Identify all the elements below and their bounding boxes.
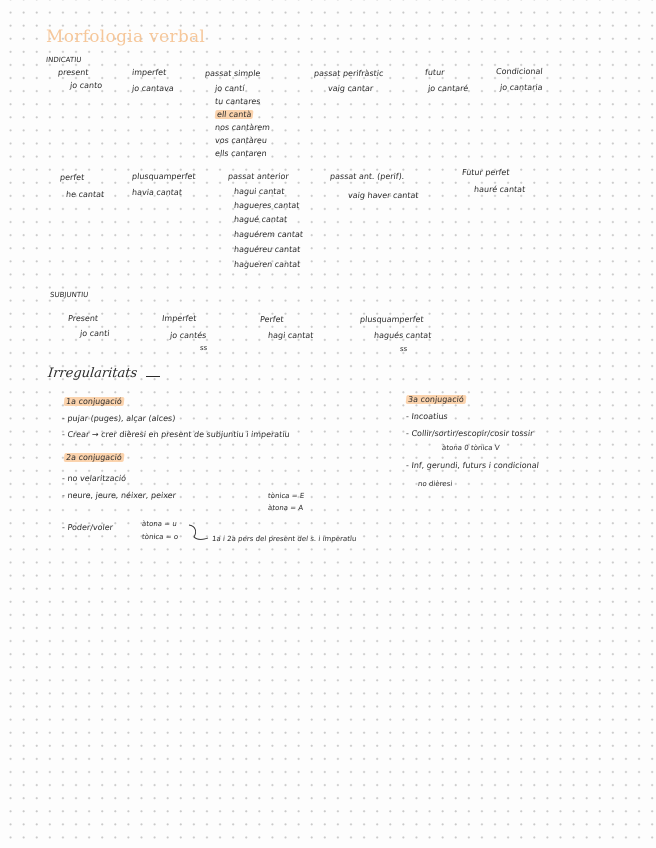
ind-condicional-label: Condicional bbox=[495, 67, 544, 76]
ind-perfet-label: perfet bbox=[59, 173, 85, 182]
heading-underline bbox=[146, 376, 160, 377]
c2-line: - no velarització bbox=[61, 474, 127, 483]
sub-perfet-value: hagi cantat bbox=[267, 331, 314, 340]
c3-line: - Incoatius bbox=[405, 412, 449, 421]
c2-poder-tonica: tònica = o bbox=[141, 533, 179, 541]
c2-poder-note: 1a i 2a pers del present del s. i imperatiu bbox=[211, 535, 357, 543]
ind-present-label: present bbox=[57, 68, 89, 77]
ind-present-value: jo canto bbox=[69, 81, 103, 90]
ind-pa-form: hagueres cantat bbox=[233, 201, 300, 210]
sub-present-value: jo canti bbox=[79, 329, 110, 338]
subjuntiu-heading: SUBJUNTIU bbox=[49, 291, 89, 299]
ind-perifrastic-value: vaig cantar bbox=[327, 84, 374, 93]
c3-line: - Collir/sortir/escopir/cosir tossir bbox=[405, 429, 534, 438]
ind-pa-form: hagué cantat bbox=[233, 215, 288, 224]
c3-line: àtona 0 tònica V bbox=[441, 444, 500, 452]
c2-line: - Poder/voler bbox=[61, 523, 114, 532]
ind-passat-simple-label: passat simple bbox=[204, 69, 261, 78]
c3-line: - Inf, gerundi, futurs i condicional bbox=[405, 461, 540, 470]
ind-ps-form: nos cantàrem bbox=[214, 123, 271, 132]
c1-line: - Crear → crer dièresi en present de subjuntiu i imperatiu bbox=[61, 430, 291, 439]
ind-pa-form: haguérem cantat bbox=[233, 230, 304, 239]
highlight: 2a conjugació bbox=[65, 453, 123, 462]
c2-title bbox=[63, 453, 124, 463]
ind-pa-form: hagueren cantat bbox=[233, 260, 301, 269]
c2-line: - neure, jeure, néixer, peixer bbox=[61, 491, 177, 500]
c2-poder-atona: àtona = u bbox=[141, 520, 178, 528]
sub-present-label: Present bbox=[67, 314, 99, 323]
c2-tonica: tònica = E bbox=[267, 492, 305, 500]
sub-perfet-label: Perfet bbox=[259, 315, 285, 324]
c2-atona: àtona = A bbox=[267, 504, 304, 512]
c3-line: no dièresi bbox=[417, 480, 453, 488]
highlight: 3a conjugació bbox=[407, 395, 465, 404]
ind-imperfet-label: imperfet bbox=[131, 68, 167, 77]
ind-pa-form: haguéreu cantat bbox=[233, 245, 301, 254]
sub-imperfet-value: jo cantés bbox=[169, 331, 207, 340]
ind-futur-value: jo cantaré bbox=[427, 84, 469, 93]
ind-plusq-label: plusquamperfet bbox=[131, 172, 197, 181]
sub-plusq-value: hagués cantat bbox=[373, 331, 432, 340]
page-title: Morfologia verbal bbox=[46, 27, 206, 47]
ind-pas-ant-perif-label: passat ant. (perif). bbox=[329, 172, 405, 181]
ind-plusq-value: havia cantat bbox=[131, 188, 183, 197]
sub-plusq-note: ss bbox=[399, 345, 408, 353]
ind-ps-form: jo cantí bbox=[214, 84, 245, 93]
ind-futur-label: futur bbox=[424, 68, 445, 77]
ind-ps-form: ells cantaren bbox=[214, 149, 268, 158]
ind-futur-perfet-label: Futur perfet bbox=[461, 168, 510, 177]
ind-ps-form bbox=[214, 110, 253, 120]
highlight: 1a conjugació bbox=[65, 397, 123, 406]
ind-ps-form: vos cantàreu bbox=[214, 136, 268, 145]
ind-passat-anterior-label: passat anterior bbox=[227, 172, 290, 181]
arrow-curve-icon bbox=[186, 522, 212, 544]
indicatiu-heading: INDICATIU bbox=[45, 56, 82, 64]
ind-futur-perfet-value: hauré cantat bbox=[473, 185, 526, 194]
c1-line: - pujar (puges), alçar (alces) bbox=[61, 414, 176, 423]
sub-imperfet-note: ss bbox=[199, 344, 208, 352]
c3-title bbox=[405, 395, 466, 405]
ind-perifrastic-label: passat perifràstic bbox=[313, 69, 384, 78]
sub-imperfet-label: Imperfet bbox=[161, 314, 197, 323]
ind-ps-form: tu cantares bbox=[214, 97, 261, 106]
ind-condicional-value: jo cantaria bbox=[499, 83, 544, 92]
ind-imperfet-value: jo cantava bbox=[131, 84, 175, 93]
ind-pas-ant-perif-value: vaig haver cantat bbox=[347, 191, 420, 200]
ind-pa-form: hagui cantat bbox=[233, 187, 285, 196]
irregularitats-heading: Irregularitats bbox=[47, 366, 138, 381]
highlight: ell cantà bbox=[216, 110, 252, 119]
sub-plusq-label: plusquamperfet bbox=[359, 315, 425, 324]
c1-title bbox=[63, 397, 124, 407]
ind-perfet-value: he cantat bbox=[65, 190, 105, 199]
